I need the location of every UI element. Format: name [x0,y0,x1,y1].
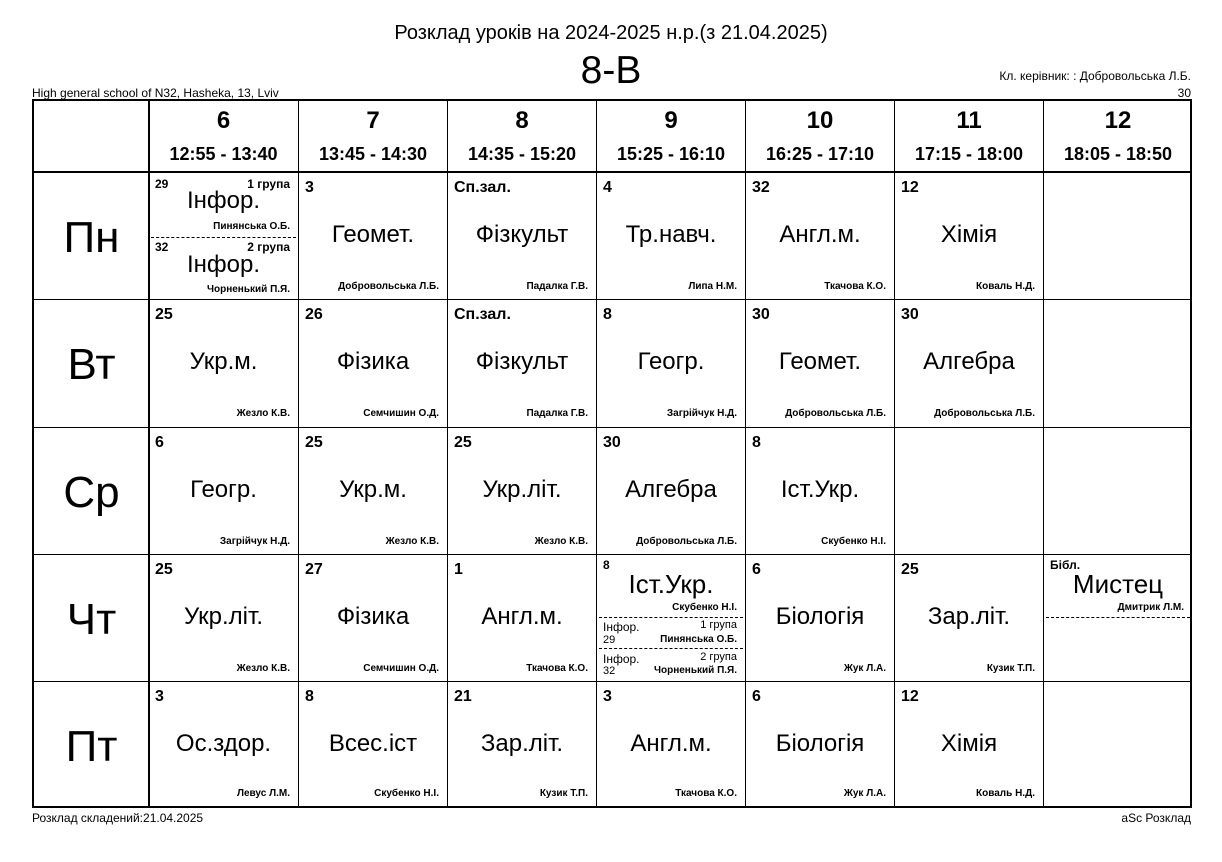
lesson-cell-fri-9 [597,682,745,808]
group-divider [599,617,743,618]
lesson-room: 30 [603,434,621,451]
lesson-room: Сп.зал. [454,179,511,196]
lesson-subject: Зар.літ. [927,603,1011,630]
group-divider [1046,617,1190,618]
lesson-teacher: Левус Л.М. [236,788,290,799]
lesson-teacher: Ткачова К.О. [675,788,737,799]
period-time: 12:55 - 13:40 [169,144,278,164]
lesson-cell-mon-9 [597,173,745,299]
lesson-room: 6 [155,434,164,451]
timetable-grid [32,99,1192,808]
lesson-cell-mon-6 [149,173,298,299]
lesson-subject: Геомет. [778,348,862,375]
lesson-room: 26 [305,306,323,323]
lesson-teacher: Липа Н.М. [688,281,737,292]
grid-line [1043,101,1044,806]
period-number: 8 [515,107,529,134]
lesson-teacher: Добровольська Л.Б. [636,536,737,547]
lesson-cell-wed-9 [597,428,745,554]
period-number: 9 [664,107,678,134]
lesson-cell-thu-6 [149,555,298,681]
lesson-room: 29 [155,177,169,191]
lesson-subject: Алгебра [625,476,717,503]
lesson-group: 1 група [247,177,290,191]
lesson-room: 27 [305,561,323,578]
period-time: 17:15 - 18:00 [914,144,1024,164]
lesson-subject: Тр.навч. [625,221,717,248]
lesson-cell-thu-7 [299,555,447,681]
head-teacher-room: 30 [1177,86,1191,100]
lesson-group: 2 група [247,240,290,254]
lesson-teacher: Коваль Н.Д. [976,281,1035,292]
lesson-cell-mon-7 [299,173,447,299]
lesson-subject: Біологія [775,603,865,630]
lesson-subject: Інфор. [186,187,261,214]
lesson-room: 25 [155,306,173,323]
lesson-teacher: Ткачова К.О. [824,281,886,292]
lesson-room: 3 [155,688,164,705]
day-label-mon: Пн [63,213,120,262]
lesson-cell-fri-10 [746,682,894,808]
lesson-teacher: Ткачова К.О. [526,663,588,674]
lesson-room: 32 [155,240,169,254]
lesson-cell-tue-9 [597,300,745,427]
period-header [448,101,596,171]
lesson-cell-thu-9 [597,555,745,681]
lesson-subject: Фізика [336,348,410,375]
period-number: 7 [366,107,380,134]
lesson-teacher: Жезло К.В. [385,536,439,547]
lesson-room: 30 [901,306,919,323]
lesson-teacher: Загрійчук Н.Д. [666,408,737,419]
period-header [597,101,745,171]
lesson-subject: Іст.Укр. [628,569,714,599]
lesson-teacher: Скубенко Н.І. [672,602,737,613]
lesson-subject: Інфор. [603,620,640,634]
period-number: 6 [216,107,231,134]
lesson-teacher: Пинянська О.Б. [213,221,290,232]
day-label-thu: Чт [66,595,117,644]
day-label-fri: Пт [65,722,118,771]
day-label-wed: Ср [63,468,120,517]
group-divider [151,237,296,238]
lesson-subject: Мистец [1072,569,1164,599]
period-time: 18:05 - 18:50 [1063,144,1173,164]
period-time: 13:45 - 14:30 [318,144,428,164]
lesson-subject: Хімія [940,221,998,248]
lesson-room: 8 [603,306,612,323]
lesson-cell-tue-11 [895,300,1043,427]
lesson-room: 29 [603,634,616,646]
day-label-tue: Вт [67,340,116,389]
lesson-cell-thu-11 [895,555,1043,681]
head-teacher: Кл. керівник: : Добровольська Л.Б. [999,69,1191,83]
period-time: 15:25 - 16:10 [616,144,726,164]
lesson-cell-tue-6 [149,300,298,427]
lesson-teacher: Скубенко Н.І. [374,788,439,799]
lesson-teacher: Чорненький П.Я. [653,665,737,676]
lesson-cell-mon-10 [746,173,894,299]
lesson-teacher: Добровольська Л.Б. [934,408,1035,419]
group-divider [599,648,743,649]
lesson-cell-fri-7 [299,682,447,808]
lesson-room: 25 [155,561,173,578]
software-credit: aSc Розклад [1121,811,1191,825]
lesson-subject: Фізика [336,603,410,630]
lesson-cell-fri-11 [895,682,1043,808]
lesson-teacher: Падалка Г.В. [526,281,588,292]
period-time: 14:35 - 15:20 [467,144,577,164]
lesson-cell-wed-8 [448,428,596,554]
lesson-cell-tue-8 [448,300,596,427]
lesson-subject: Англ.м. [630,730,712,757]
school-name: High general school of N32, Hasheka, 13, Lviv [32,86,279,100]
lesson-room: Сп.зал. [454,306,511,323]
lesson-group: 1 група [700,619,737,631]
lesson-teacher: Дмитрик Л.М. [1117,602,1184,613]
lesson-cell-fri-6 [149,682,298,808]
lesson-subject: Фізкульт [475,348,569,375]
lesson-teacher: Добровольська Л.Б. [785,408,886,419]
period-header [895,101,1043,171]
lesson-group: 2 група [700,651,737,663]
lesson-teacher: Падалка Г.В. [526,408,588,419]
period-number: 12 [1104,107,1132,134]
lesson-teacher: Кузик Т.П. [539,788,588,799]
lesson-subject: Алгебра [923,348,1015,375]
lesson-cell-mon-8 [448,173,596,299]
lesson-room: 6 [752,561,761,578]
lesson-room: 3 [603,688,612,705]
lesson-subject: Геогр. [637,348,705,375]
period-time: 16:25 - 17:10 [765,144,875,164]
lesson-room: Бібл. [1050,558,1081,572]
lesson-subject: Інфор. [603,652,640,666]
lesson-teacher: Добровольська Л.Б. [338,281,439,292]
lesson-cell-thu-8 [448,555,596,681]
period-number: 10 [806,107,834,134]
period-header [299,101,447,171]
lesson-subject: Укр.м. [339,476,407,503]
lesson-cell-wed-6 [149,428,298,554]
lesson-room: 12 [901,179,919,196]
lesson-teacher: Жезло К.В. [534,536,588,547]
period-number: 11 [956,107,982,134]
lesson-room: 25 [901,561,919,578]
lesson-subject: Фізкульт [475,221,569,248]
lesson-subject: Укр.літ. [183,603,264,630]
lesson-teacher: Скубенко Н.І. [821,536,886,547]
period-header [1044,101,1192,171]
lesson-subject: Укр.літ. [482,476,562,503]
lesson-cell-fri-8 [448,682,596,808]
lesson-room: 25 [305,434,323,451]
lesson-cell-thu-12 [1044,555,1192,681]
lesson-subject: Біологія [775,730,865,757]
generated-date: Розклад складений:21.04.2025 [32,811,204,825]
lesson-teacher: Семчишин О.Д. [363,408,439,419]
lesson-subject: Хімія [940,730,998,757]
lesson-teacher: Жезло К.В. [236,408,290,419]
lesson-room: 1 [454,561,463,578]
lesson-cell-tue-7 [299,300,447,427]
lesson-subject: Англ.м. [481,603,563,630]
lesson-room: 25 [454,434,472,451]
class-name: 8-В [580,49,642,92]
lesson-teacher: Пинянська О.Б. [660,634,737,645]
period-header [746,101,894,171]
lesson-room: 8 [752,434,761,451]
lesson-cell-tue-10 [746,300,894,427]
lesson-teacher: Кузик Т.П. [986,663,1035,674]
lesson-teacher: Коваль Н.Д. [976,788,1035,799]
lesson-room: 3 [305,179,314,196]
lesson-room: 6 [752,688,761,705]
lesson-teacher: Жезло К.В. [236,663,290,674]
lesson-room: 8 [305,688,314,705]
lesson-subject: Геомет. [331,221,415,248]
lesson-room: 21 [454,688,472,705]
lesson-cell-wed-7 [299,428,447,554]
lesson-subject: Зар.літ. [480,730,564,757]
lesson-subject: Геогр. [190,476,257,503]
lesson-subject: Іст.Укр. [780,476,860,503]
lesson-subject: Всес.іст [328,730,418,757]
lesson-subject: Укр.м. [189,348,258,375]
page-title: Розклад уроків на 2024-2025 н.р.(з 21.04.2025) [394,22,828,44]
lesson-room: 30 [752,306,770,323]
lesson-subject: Ос.здор. [175,730,272,757]
lesson-room: 32 [752,179,770,196]
lesson-room: 32 [603,665,616,677]
lesson-teacher: Семчишин О.Д. [363,663,439,674]
lesson-cell-wed-10 [746,428,894,554]
lesson-room: 4 [603,179,612,196]
lesson-subject: Інфор. [186,251,261,278]
lesson-teacher: Жук Л.А. [843,663,886,674]
lesson-cell-thu-10 [746,555,894,681]
lesson-teacher: Загрійчук Н.Д. [219,536,290,547]
lesson-room: 8 [603,558,610,572]
lesson-teacher: Жук Л.А. [843,788,886,799]
period-header [149,101,298,171]
lesson-cell-mon-11 [895,173,1043,299]
lesson-teacher: Чорненький П.Я. [206,284,290,295]
lesson-room: 12 [901,688,919,705]
lesson-subject: Англ.м. [779,221,861,248]
